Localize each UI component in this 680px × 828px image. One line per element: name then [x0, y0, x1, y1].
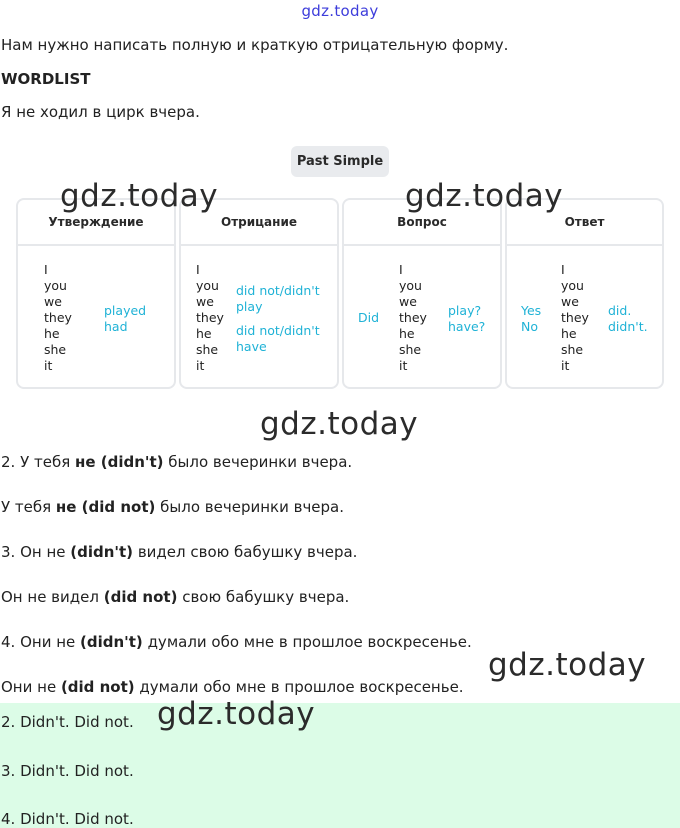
- answer-4: 4. Didn't. Did not.: [1, 810, 134, 828]
- pronoun-list: I you we they he she it: [44, 262, 72, 373]
- tense-pill: Past Simple: [291, 146, 389, 177]
- watermark: gdz.today: [60, 178, 219, 214]
- sentence-3-short: 3. Он не (didn't) видел свою бабушку вчера.: [1, 543, 358, 561]
- pronoun-list: I you we they he she it: [196, 262, 224, 373]
- pronoun-list: I you we they he she it: [399, 262, 427, 373]
- card-title: Вопрос: [344, 200, 500, 246]
- auxiliary: Did: [358, 310, 380, 325]
- watermark: gdz.today: [488, 647, 647, 683]
- verb-forms: play? have?: [448, 303, 486, 334]
- card-title: Ответ: [507, 200, 662, 246]
- card-negative: [179, 198, 339, 389]
- top-watermark: gdz.today: [301, 2, 379, 20]
- card-question: [342, 198, 502, 389]
- verb-forms: did. didn't.: [608, 303, 648, 334]
- sentence-3-full: Он не видел (did not) свою бабушку вчера.: [1, 588, 350, 606]
- pronoun-list: I you we they he she it: [561, 262, 589, 373]
- answer-2: 2. Didn't. Did not.: [1, 713, 134, 731]
- verb-forms: played had: [104, 303, 147, 334]
- card-affirmative: [16, 198, 176, 389]
- watermark: gdz.today: [157, 696, 316, 732]
- watermark: gdz.today: [405, 178, 564, 214]
- watermark: gdz.today: [260, 406, 419, 442]
- task-text: Нам нужно написать полную и краткую отрицательную форму.: [1, 36, 509, 54]
- sentence-4-full: Они не (did not) думали обо мне в прошлое воскресенье.: [1, 678, 464, 696]
- card-answer: [505, 198, 664, 389]
- verb-forms: did not/didn't play did not/didn't have: [236, 283, 320, 354]
- example-sentence: Я не ходил в цирк вчера.: [1, 103, 200, 121]
- wordlist-heading: WORDLIST: [1, 70, 91, 88]
- sentence-2-full: У тебя не (did not) было вечеринки вчера.: [1, 498, 345, 516]
- yes-no: Yes No: [521, 303, 542, 334]
- card-title: Отрицание: [181, 200, 337, 246]
- sentence-4-short: 4. Они не (didn't) думали обо мне в прошлое воскресенье.: [1, 633, 472, 651]
- card-title: Утверждение: [18, 200, 174, 246]
- sentence-2-short: 2. У тебя не (didn't) было вечеринки вчера.: [1, 453, 353, 471]
- answer-3: 3. Didn't. Did not.: [1, 762, 134, 780]
